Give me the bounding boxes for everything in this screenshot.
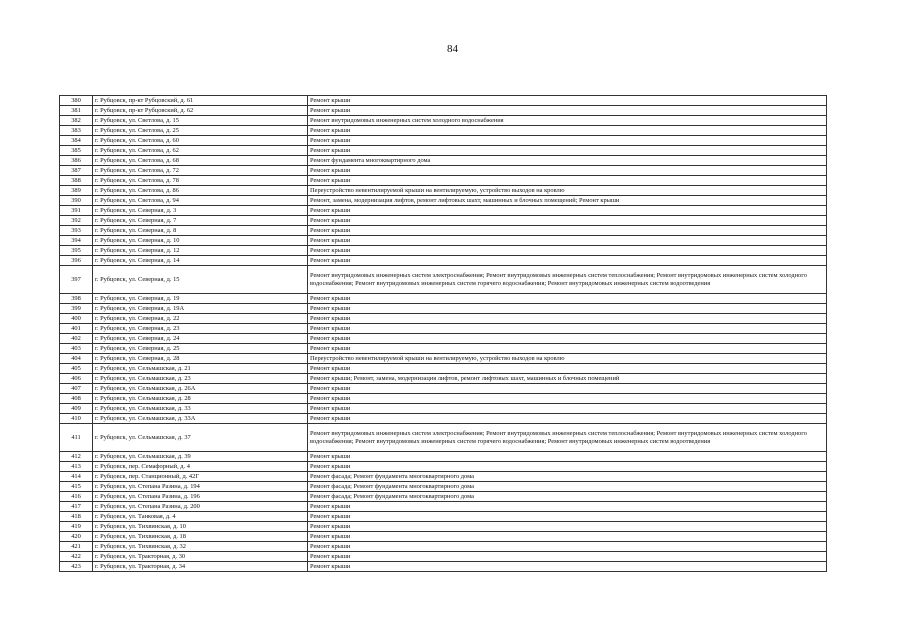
- row-number: 388: [60, 176, 93, 186]
- table-row: [60, 334, 827, 344]
- table-body: [60, 96, 827, 572]
- row-number: 396: [60, 256, 93, 266]
- row-number: 401: [60, 324, 93, 334]
- row-address: г. Рубцовск, ул. Северная, д. 12: [93, 246, 308, 256]
- row-work-type: Ремонт крыши: [308, 246, 827, 256]
- row-number: 412: [60, 452, 93, 462]
- row-number: 417: [60, 502, 93, 512]
- row-number: 383: [60, 126, 93, 136]
- table-row: [60, 116, 827, 126]
- row-address: г. Рубцовск, ул. Тихвинская, д. 10: [93, 522, 308, 532]
- table-row: [60, 176, 827, 186]
- row-address: г. Рубцовск, ул. Степана Разина, д. 196: [93, 492, 308, 502]
- table-row: [60, 512, 827, 522]
- row-number: 419: [60, 522, 93, 532]
- table-row: [60, 96, 827, 106]
- row-number: 418: [60, 512, 93, 522]
- row-address: г. Рубцовск, ул. Светлова, д. 86: [93, 186, 308, 196]
- row-work-type: Ремонт крыши: [308, 176, 827, 186]
- row-number: 380: [60, 96, 93, 106]
- row-address: г. Рубцовск, ул. Светлова, д. 78: [93, 176, 308, 186]
- table-row: [60, 462, 827, 472]
- table-row: [60, 344, 827, 354]
- table-row: [60, 542, 827, 552]
- table-row: [60, 166, 827, 176]
- row-address: г. Рубцовск, ул. Тихвинская, д. 32: [93, 542, 308, 552]
- table-row: [60, 404, 827, 414]
- row-address: г. Рубцовск, ул. Светлова, д. 60: [93, 136, 308, 146]
- row-work-type: Ремонт крыши: [308, 502, 827, 512]
- row-work-type: Ремонт крыши: [308, 256, 827, 266]
- row-number: 391: [60, 206, 93, 216]
- row-address: г. Рубцовск, ул. Сельмашская, д. 21: [93, 364, 308, 374]
- row-work-type: Ремонт фасада; Ремонт фундамента многоквартирного дома: [308, 472, 827, 482]
- row-address: г. Рубцовск, ул. Степана Разина, д. 200: [93, 502, 308, 512]
- row-number: 408: [60, 394, 93, 404]
- row-work-type: Ремонт крыши: [308, 414, 827, 424]
- row-work-type: Ремонт крыши: [308, 532, 827, 542]
- table-row: [60, 146, 827, 156]
- row-number: 414: [60, 472, 93, 482]
- row-work-type: Ремонт крыши: [308, 166, 827, 176]
- row-work-type: Ремонт крыши: [308, 126, 827, 136]
- row-number: 394: [60, 236, 93, 246]
- row-address: г. Рубцовск, ул. Северная, д. 22: [93, 314, 308, 324]
- row-number: 407: [60, 384, 93, 394]
- table-row: [60, 106, 827, 116]
- row-number: 397: [60, 266, 93, 294]
- row-work-type: Ремонт крыши: [308, 324, 827, 334]
- row-number: 416: [60, 492, 93, 502]
- row-address: г. Рубцовск, ул. Северная, д. 10: [93, 236, 308, 246]
- row-number: 389: [60, 186, 93, 196]
- table-row: [60, 502, 827, 512]
- row-work-type: Ремонт крыши: [308, 294, 827, 304]
- row-address: г. Рубцовск, ул. Северная, д. 19А: [93, 304, 308, 314]
- table-row: [60, 206, 827, 216]
- table-row: [60, 384, 827, 394]
- row-work-type: Ремонт фундамента многоквартирного дома: [308, 156, 827, 166]
- row-address: г. Рубцовск, ул. Степана Разина, д. 194: [93, 482, 308, 492]
- row-work-type: Ремонт крыши: [308, 136, 827, 146]
- table-row: [60, 294, 827, 304]
- table-row: [60, 256, 827, 266]
- row-number: 423: [60, 562, 93, 572]
- row-work-type: Ремонт крыши: [308, 334, 827, 344]
- row-address: г. Рубцовск, ул. Сельмашская, д. 33А: [93, 414, 308, 424]
- row-work-type: Ремонт крыши: [308, 452, 827, 462]
- table-row: [60, 472, 827, 482]
- row-number: 382: [60, 116, 93, 126]
- row-work-type: Ремонт крыши: [308, 314, 827, 324]
- row-number: 392: [60, 216, 93, 226]
- row-work-type: Ремонт, замена, модернизация лифтов, ремонт лифтовых шахт, машинных и блочных помещений; Ремонт крыши: [308, 196, 827, 206]
- registry-table: [59, 95, 827, 572]
- row-address: г. Рубцовск, ул. Сельмашская, д. 28: [93, 394, 308, 404]
- row-work-type: Ремонт крыши: [308, 226, 827, 236]
- table-row: [60, 136, 827, 146]
- table-row: [60, 354, 827, 364]
- row-address: г. Рубцовск, ул. Тракторная, д. 30: [93, 552, 308, 562]
- row-work-type: Ремонт внутридомовых инженерных систем электроснабжения; Ремонт внутридомовых инженерных систем теплоснабжения; Ремонт внутридомовых инженерных систем холодного водоснабжения; Ремонт внутридомовых инженерных систем горячего водоснабжения; Ремонт внутридомовых инженерных систем водоотведения: [308, 424, 827, 452]
- row-number: 422: [60, 552, 93, 562]
- row-number: 409: [60, 404, 93, 414]
- row-number: 395: [60, 246, 93, 256]
- row-address: г. Рубцовск, ул. Сельмашская, д. 39: [93, 452, 308, 462]
- row-number: 406: [60, 374, 93, 384]
- row-number: 390: [60, 196, 93, 206]
- row-work-type: Ремонт крыши: [308, 304, 827, 314]
- row-number: 402: [60, 334, 93, 344]
- row-work-type: Ремонт внутридомовых инженерных систем электроснабжения; Ремонт внутридомовых инженерных систем теплоснабжения; Ремонт внутридомовых инженерных систем холодного водоснабжения; Ремонт внутридомовых инженерных систем горячего водоснабжения; Ремонт внутридомовых инженерных систем водоотведения: [308, 266, 827, 294]
- row-work-type: Ремонт крыши; Ремонт, замена, модернизация лифтов, ремонт лифтовых шахт, машинных и блочных помещений: [308, 374, 827, 384]
- table-row: [60, 374, 827, 384]
- table-row: [60, 314, 827, 324]
- row-address: г. Рубцовск, ул. Светлова, д. 72: [93, 166, 308, 176]
- row-work-type: Ремонт крыши: [308, 512, 827, 522]
- row-number: 405: [60, 364, 93, 374]
- row-number: 387: [60, 166, 93, 176]
- row-number: 384: [60, 136, 93, 146]
- table-row: [60, 216, 827, 226]
- row-number: 400: [60, 314, 93, 324]
- row-work-type: Ремонт крыши: [308, 236, 827, 246]
- row-work-type: Ремонт крыши: [308, 216, 827, 226]
- row-address: г. Рубцовск, ул. Танковая, д. 4: [93, 512, 308, 522]
- row-address: г. Рубцовск, ул. Тихвинская, д. 18: [93, 532, 308, 542]
- table-row: [60, 246, 827, 256]
- table-row: [60, 364, 827, 374]
- row-address: г. Рубцовск, ул. Сельмашская, д. 33: [93, 404, 308, 414]
- row-work-type: Ремонт крыши: [308, 394, 827, 404]
- row-work-type: Переустройство невентилируемой крыши на вентилируемую, устройство выходов на кровлю: [308, 186, 827, 196]
- row-address: г. Рубцовск, ул. Северная, д. 24: [93, 334, 308, 344]
- row-address: г. Рубцовск, ул. Сельмашская, д. 23: [93, 374, 308, 384]
- row-address: г. Рубцовск, ул. Северная, д. 25: [93, 344, 308, 354]
- table-row: [60, 236, 827, 246]
- table-row: [60, 196, 827, 206]
- row-work-type: Ремонт фасада; Ремонт фундамента многоквартирного дома: [308, 482, 827, 492]
- row-address: г. Рубцовск, пер. Станционный, д. 42Г: [93, 472, 308, 482]
- row-address: г. Рубцовск, ул. Тракторная, д. 34: [93, 562, 308, 572]
- page-number: 84: [447, 43, 458, 55]
- row-number: 421: [60, 542, 93, 552]
- row-address: г. Рубцовск, ул. Светлова, д. 25: [93, 126, 308, 136]
- row-number: 404: [60, 354, 93, 364]
- table-row: [60, 186, 827, 196]
- row-work-type: Ремонт внутридомовых инженерных систем холодного водоснабжения: [308, 116, 827, 126]
- row-work-type: Ремонт крыши: [308, 364, 827, 374]
- table-row: [60, 324, 827, 334]
- row-address: г. Рубцовск, ул. Сельмашская, д. 26А: [93, 384, 308, 394]
- row-address: г. Рубцовск, ул. Северная, д. 7: [93, 216, 308, 226]
- row-address: г. Рубцовск, ул. Светлова, д. 94: [93, 196, 308, 206]
- row-number: 386: [60, 156, 93, 166]
- row-work-type: Ремонт крыши: [308, 206, 827, 216]
- row-number: 398: [60, 294, 93, 304]
- table-row: [60, 394, 827, 404]
- table-row: [60, 226, 827, 236]
- row-address: г. Рубцовск, ул. Светлова, д. 68: [93, 156, 308, 166]
- row-address: г. Рубцовск, пр-кт Рубцовский, д. 62: [93, 106, 308, 116]
- row-work-type: Переустройство невентилируемой крыши на вентилируемую, устройство выходов на кровлю: [308, 354, 827, 364]
- table-row: [60, 126, 827, 136]
- row-address: г. Рубцовск, пер. Семафорный, д. 4: [93, 462, 308, 472]
- table-row: [60, 482, 827, 492]
- row-number: 411: [60, 424, 93, 452]
- row-number: 381: [60, 106, 93, 116]
- row-address: г. Рубцовск, ул. Северная, д. 28: [93, 354, 308, 364]
- row-work-type: Ремонт крыши: [308, 562, 827, 572]
- table-row: [60, 492, 827, 502]
- row-work-type: Ремонт крыши: [308, 106, 827, 116]
- table-row: [60, 266, 827, 294]
- table-row: [60, 522, 827, 532]
- row-number: 415: [60, 482, 93, 492]
- row-work-type: Ремонт крыши: [308, 96, 827, 106]
- row-number: 399: [60, 304, 93, 314]
- row-address: г. Рубцовск, ул. Северная, д. 19: [93, 294, 308, 304]
- table-row: [60, 552, 827, 562]
- row-address: г. Рубцовск, ул. Северная, д. 14: [93, 256, 308, 266]
- row-work-type: Ремонт фасада; Ремонт фундамента многоквартирного дома: [308, 492, 827, 502]
- row-work-type: Ремонт крыши: [308, 344, 827, 354]
- row-address: г. Рубцовск, ул. Светлова, д. 15: [93, 116, 308, 126]
- row-work-type: Ремонт крыши: [308, 552, 827, 562]
- table-row: [60, 424, 827, 452]
- row-work-type: Ремонт крыши: [308, 542, 827, 552]
- row-number: 413: [60, 462, 93, 472]
- row-address: г. Рубцовск, ул. Северная, д. 15: [93, 266, 308, 294]
- row-number: 393: [60, 226, 93, 236]
- table-row: [60, 156, 827, 166]
- row-address: г. Рубцовск, ул. Сельмашская, д. 37: [93, 424, 308, 452]
- table-row: [60, 452, 827, 462]
- table-row: [60, 414, 827, 424]
- row-address: г. Рубцовск, ул. Северная, д. 3: [93, 206, 308, 216]
- row-address: г. Рубцовск, ул. Светлова, д. 62: [93, 146, 308, 156]
- row-number: 385: [60, 146, 93, 156]
- row-number: 420: [60, 532, 93, 542]
- table-row: [60, 562, 827, 572]
- row-address: г. Рубцовск, ул. Северная, д. 8: [93, 226, 308, 236]
- row-work-type: Ремонт крыши: [308, 522, 827, 532]
- row-number: 403: [60, 344, 93, 354]
- table-row: [60, 532, 827, 542]
- row-number: 410: [60, 414, 93, 424]
- row-work-type: Ремонт крыши: [308, 462, 827, 472]
- row-work-type: Ремонт крыши: [308, 404, 827, 414]
- table-row: [60, 304, 827, 314]
- row-address: г. Рубцовск, пр-кт Рубцовский, д. 61: [93, 96, 308, 106]
- row-work-type: Ремонт крыши: [308, 146, 827, 156]
- row-address: г. Рубцовск, ул. Северная, д. 23: [93, 324, 308, 334]
- row-work-type: Ремонт крыши: [308, 384, 827, 394]
